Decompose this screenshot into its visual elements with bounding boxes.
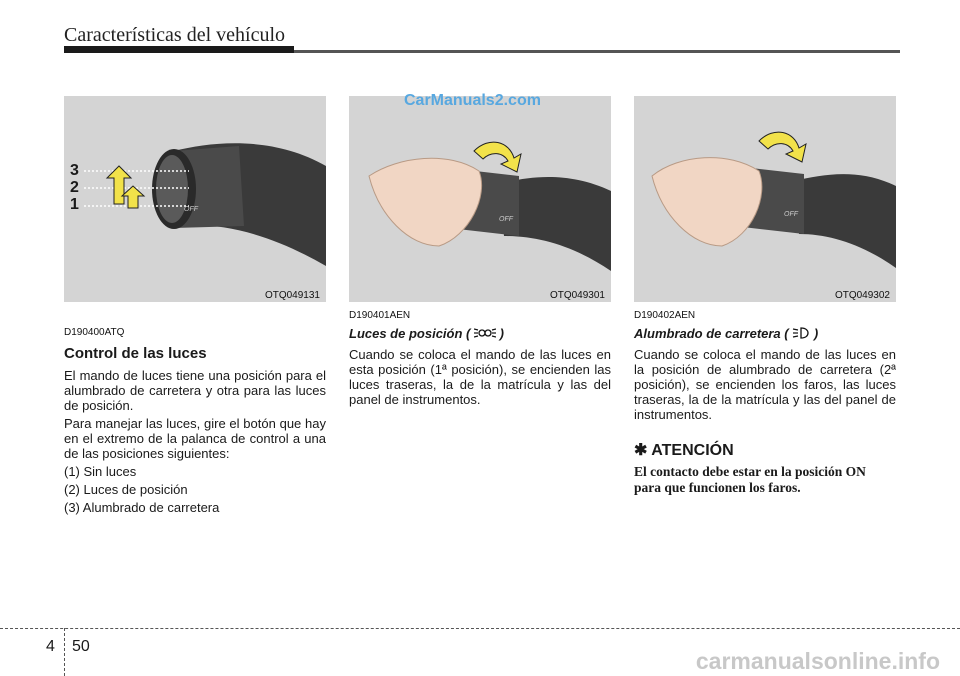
list-item: (1) Sin luces: [64, 464, 137, 479]
positions-list: [64, 464, 326, 515]
warning-star-icon: ✱: [634, 442, 648, 460]
photo-code: OTQ049131: [264, 290, 320, 301]
column-parking-lights: [349, 300, 611, 410]
warning-heading: ✱ ATENCIÓN: [634, 442, 734, 460]
page-number: 50: [72, 638, 90, 655]
column-headlights: [634, 300, 896, 496]
section-title: Alumbrado de carretera ( ): [634, 326, 896, 343]
paragraph: El mando de luces tiene una posición para el alumbrado de carretera y otra para las luces de posición.: [64, 368, 326, 413]
parking-lights-icon: [474, 326, 496, 343]
photo-light-switch-positions: [64, 96, 326, 302]
paragraph: Para manejar las luces, gire el botón que hay en el extremo de la palanca de control a una de las posiciones siguientes:: [64, 416, 326, 461]
column-light-control: [64, 300, 326, 518]
headlight-icon: [792, 326, 810, 343]
chapter-number: 4: [46, 638, 55, 655]
position-label-1: 1: [70, 196, 79, 213]
section-code: D190402AEN: [634, 310, 696, 321]
switch-off-label: OFF: [499, 216, 513, 223]
stalk-illustration-1: [64, 96, 326, 302]
photo-code: OTQ049302: [834, 290, 890, 301]
header-rule-accent: [64, 46, 294, 53]
list-item: (3) Alumbrado de carretera: [64, 500, 220, 515]
list-item: (2) Luces de posición: [64, 482, 188, 497]
watermark-top: CarManuals2.com: [404, 92, 541, 109]
paragraph: Cuando se coloca el mando de las luces en esta posición (1ª posición), se encienden las luces traseras, la de la matrícula y las del panel de instrumentos.: [349, 347, 611, 408]
position-label-3: 3: [70, 162, 79, 179]
section-code: D190401AEN: [349, 310, 411, 321]
switch-off-label: OFF: [784, 211, 798, 218]
paragraph: Cuando se coloca el mando de las luces en la posición de alumbrado de carretera (2ª posición), se encienden los faros, las luces traseras, la de la matrícula y las del panel de instrumentos.: [634, 347, 896, 423]
footer-divider: [64, 628, 65, 676]
site-watermark: carmanualsonline.info: [695, 648, 940, 674]
photo-headlights: [634, 96, 896, 302]
warning-text: El contacto debe estar en la posición ON para que funcionen los faros.: [634, 464, 866, 496]
photo-parking-lights: [349, 96, 611, 302]
stalk-illustration-2: [349, 96, 611, 302]
section-title: Control de las luces: [64, 345, 207, 362]
footer-rule: [0, 628, 960, 629]
page-header-title: Características del vehículo: [64, 24, 286, 46]
stalk-illustration-3: [634, 96, 896, 302]
photo-code: OTQ049301: [549, 290, 605, 301]
section-code: D190400ATQ: [64, 327, 125, 338]
section-title: Luces de posición ( ): [349, 326, 611, 343]
position-label-2: 2: [70, 179, 79, 196]
switch-off-label: OFF: [184, 206, 198, 213]
